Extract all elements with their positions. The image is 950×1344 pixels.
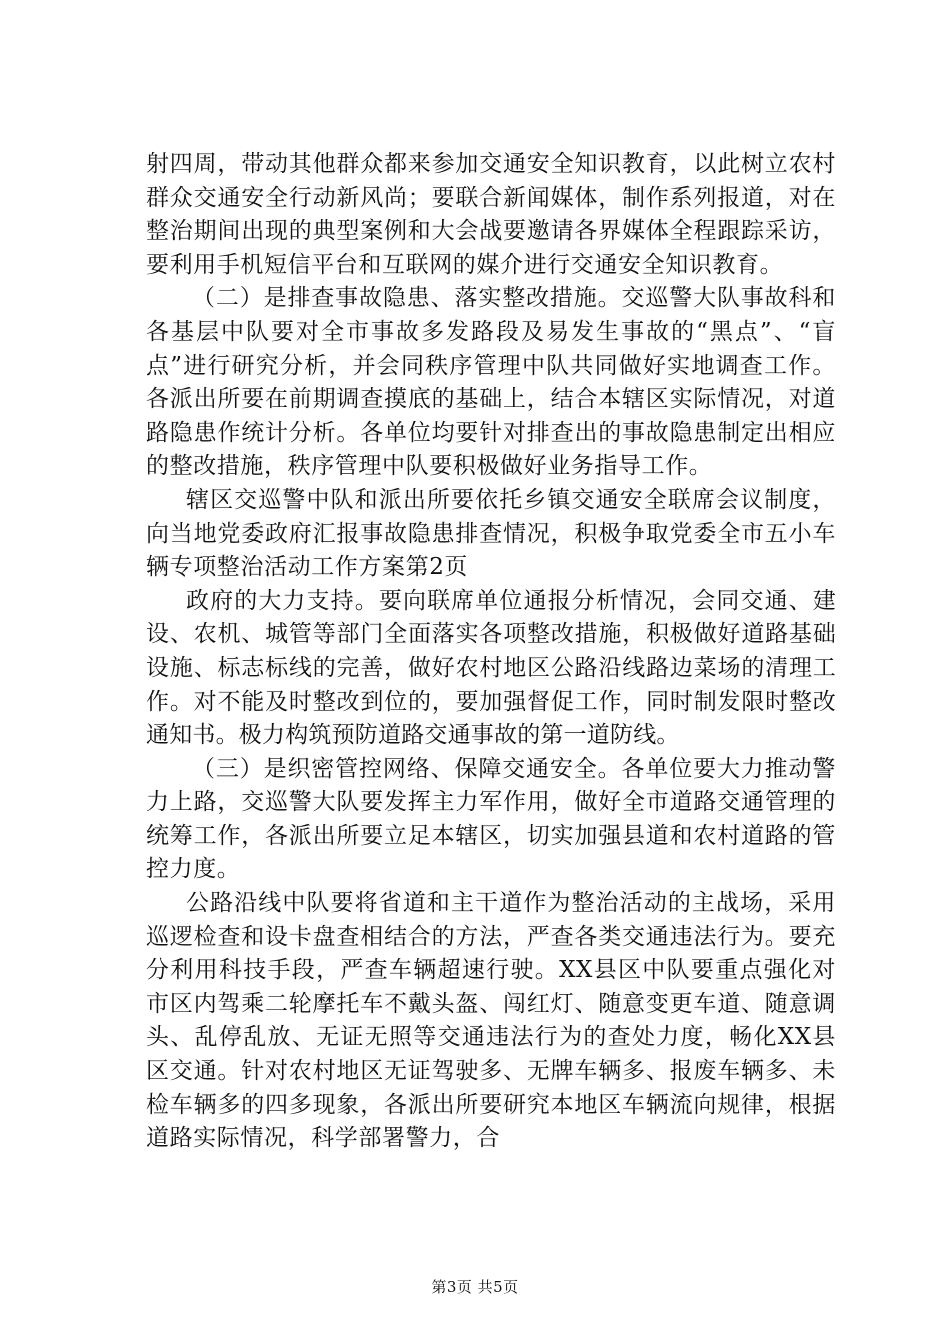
- page-footer: 第3页 共5页: [431, 1278, 519, 1296]
- paragraph-6: 公路沿线中队要将省道和主干道作为整治活动的主战场，采用巡逻检查和设卡盘查相结合的方法，严查各类交通违法行为。要充分利用科技手段，严查车辆超速行驶。XX县区中队要重点强化对市区内驾乘二轮摩托车不戴头盔、闯红灯、随意变更车道、随意调头、乱停乱放、无证无照等交通违法行为的查处力度，畅化XX县区交通。针对农村地区无证驾驶多、无牌车辆多、报废车辆多、未检车辆多的四多现象，各派出所要研究本地区车辆流向规律，根据道路实际情况，科学部署警力，合: [146, 890, 836, 1152]
- paragraph-3: 辖区交巡警中队和派出所要依托乡镇交通安全联席会议制度，向当地党委政府汇报事故隐患排查情况，积极争取党委全市五小车辆专项整治活动工作方案第2页: [146, 486, 836, 581]
- paragraph-5: （三）是织密管控网络、保障交通安全。各单位要大力推动警力上路，交巡警大队要发挥主力军作用，做好全市道路交通管理的统筹工作，各派出所要立足本辖区，切实加强县道和农村道路的管控力度。: [146, 755, 836, 883]
- paragraph-4: 政府的大力支持。要向联席单位通报分析情况，会同交通、建设、农机、城管等部门全面落实各项整改措施，积极做好道路基础设施、标志标线的完善，做好农村地区公路沿线路边菜场的清理工作。对不能及时整改到位的，要加强督促工作，同时制发限时整改通知书。极力构筑预防道路交通事故的第一道防线。: [146, 587, 836, 749]
- paragraph-2: （二）是排查事故隐患、落实整改措施。交巡警大队事故科和各基层中队要对全市事故多发路段及易发生事故的“黑点”、“盲点”进行研究分析，并会同秩序管理中队共同做好实地调查工作。各派出所要在前期调查摸底的基础上，结合本辖区实际情况，对道路隐患作统计分析。各单位均要针对排查出的事故隐患制定出相应的整改措施，秩序管理中队要积极做好业务指导工作。: [146, 285, 836, 480]
- paragraph-1: 射四周，带动其他群众都来参加交通安全知识教育，以此树立农村群众交通安全行动新风尚；要联合新闻媒体，制作系列报道，对在整治期间出现的典型案例和大会战要邀请各界媒体全程跟踪采访，要利用手机短信平台和互联网的媒介进行交通安全知识教育。: [146, 151, 836, 278]
- document-body: [146, 148, 836, 1156]
